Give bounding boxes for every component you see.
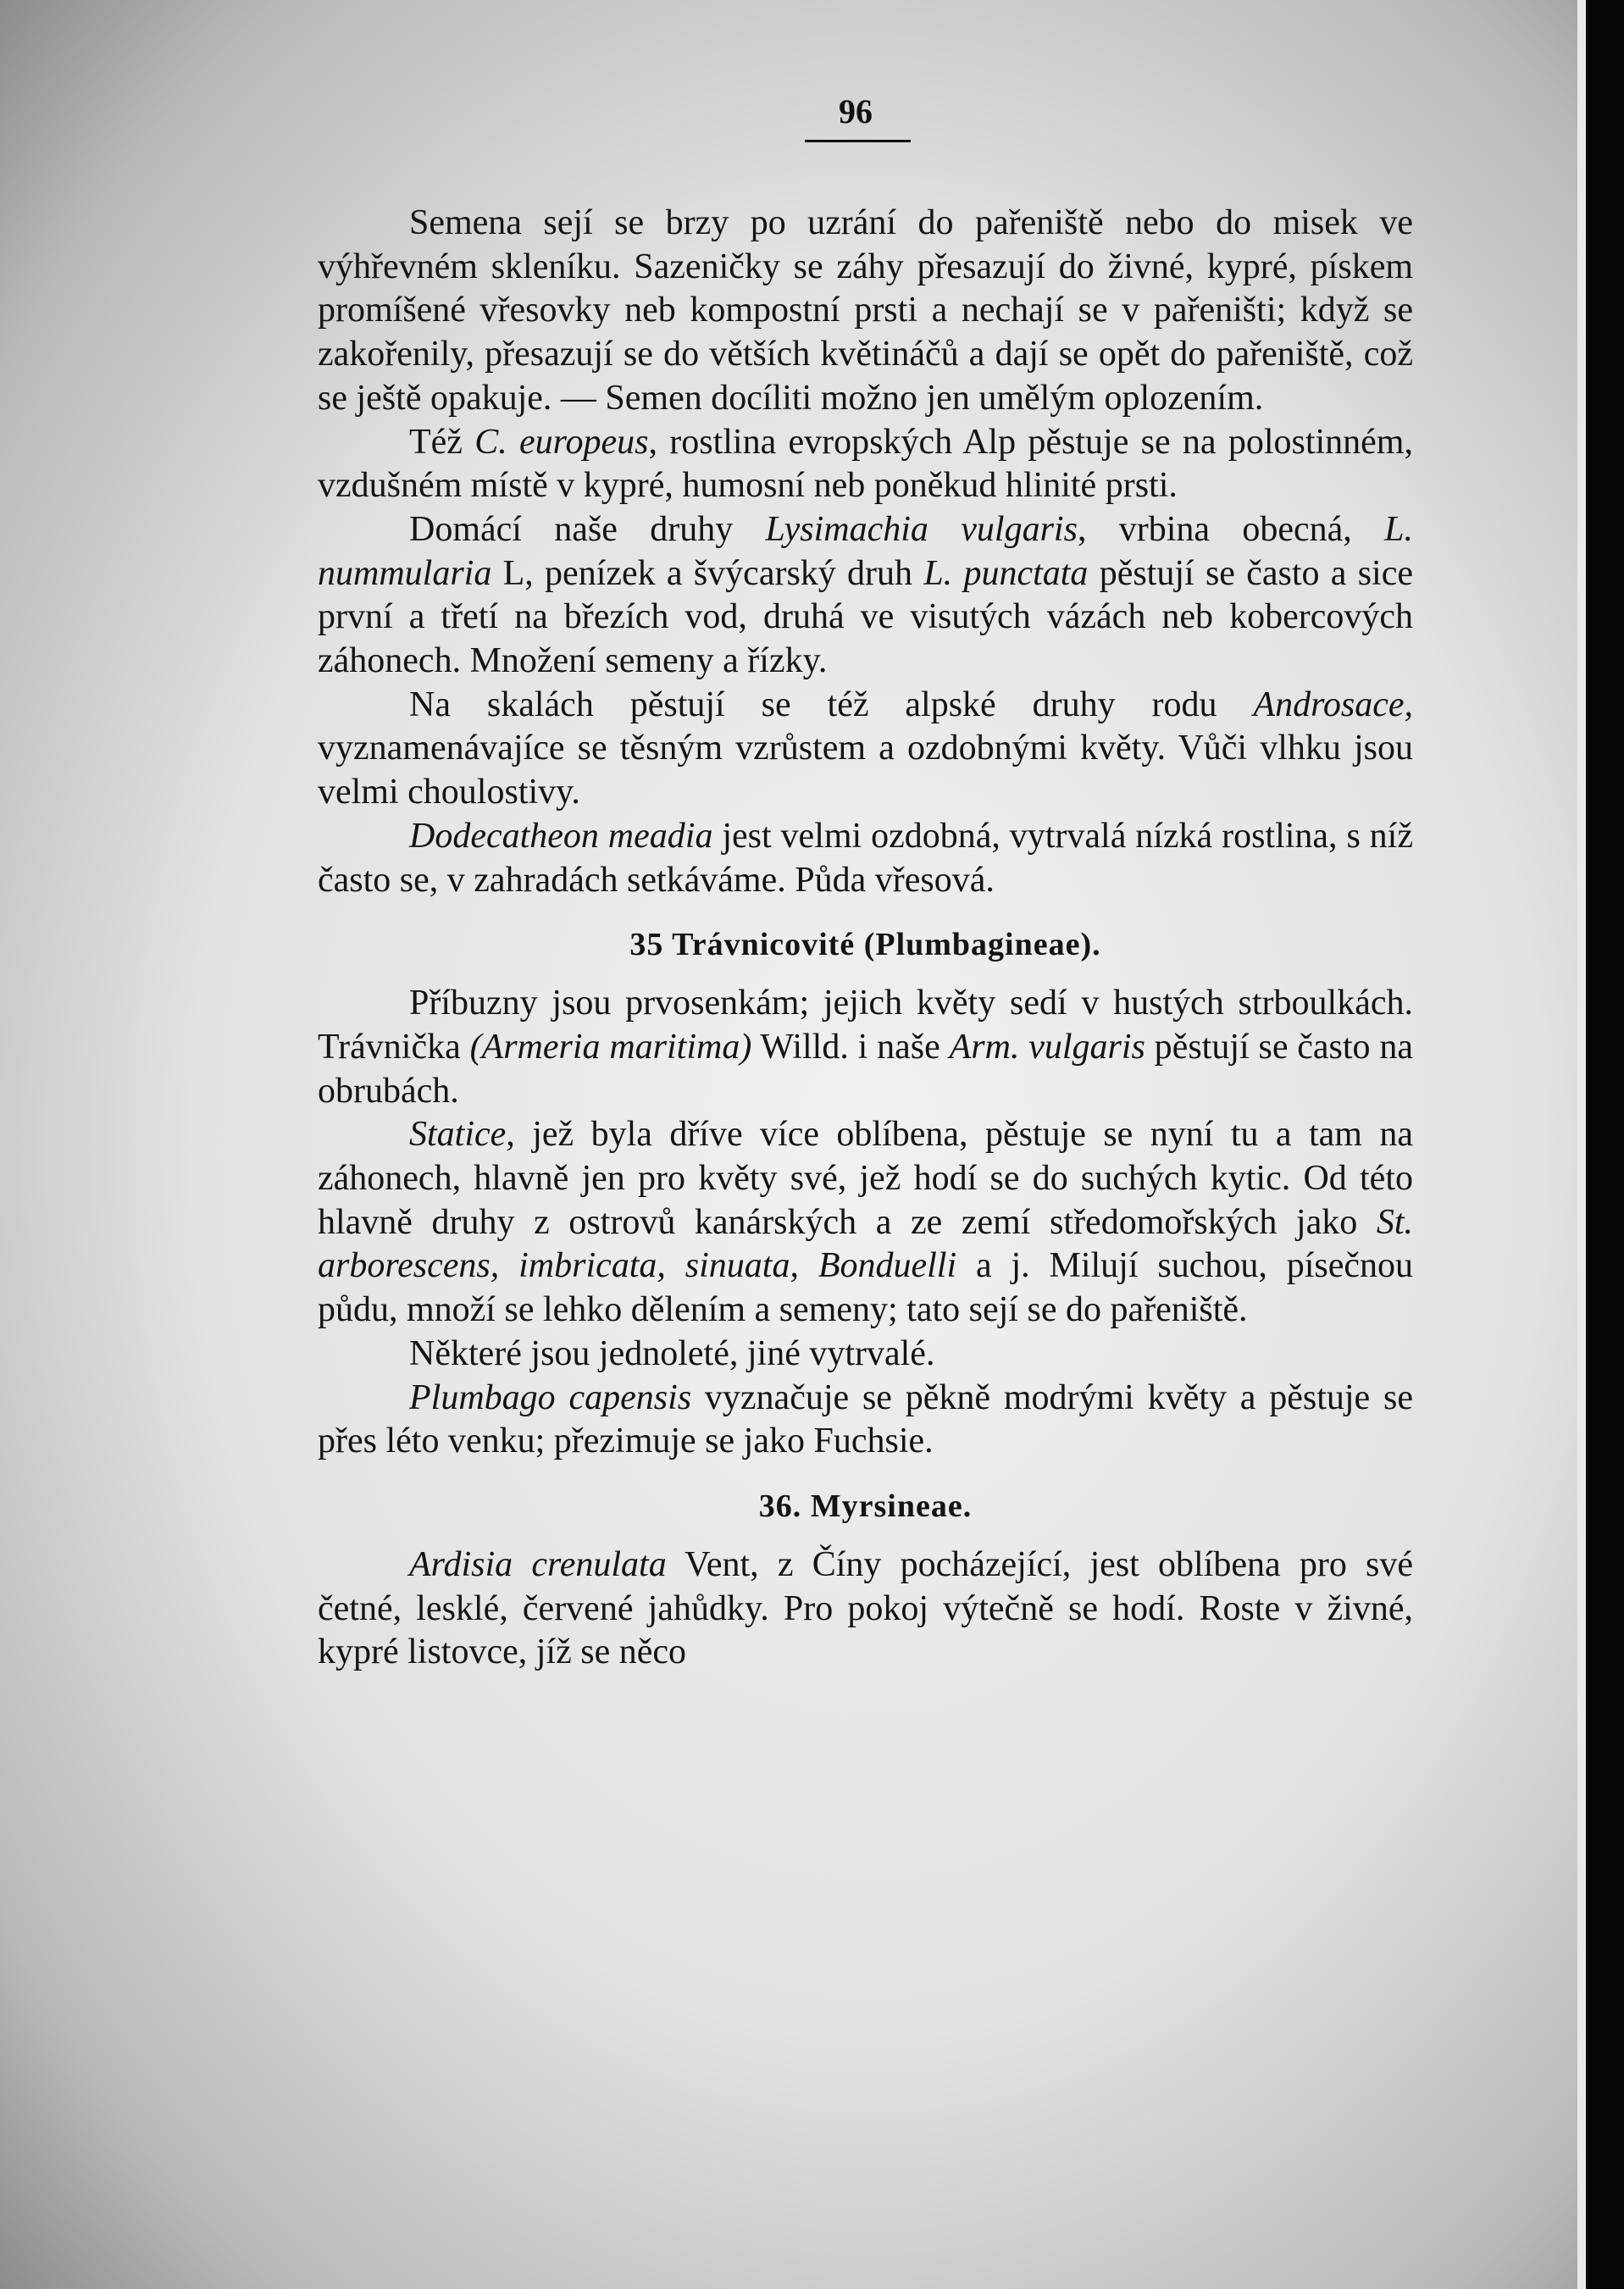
- paragraph: [318, 815, 1413, 902]
- species-name: Arm. vulgaris: [949, 1027, 1145, 1067]
- text-run: Některé jsou jednoleté, jiné vytrvalé.: [409, 1333, 935, 1373]
- text-run: , rostlina evropských Alp pěstuje se na polostinném, vzdušném místě v kypré, humosní neb poněkud hlinité prsti.: [318, 422, 1413, 506]
- page-edge: [1577, 0, 1586, 2289]
- text-run: pěstují se často a sice první a třetí na březích vod, druhá ve visutých vázách neb kobercových záhonech. Množení semeny a řízky.: [318, 553, 1413, 681]
- header-rule: [805, 140, 911, 142]
- text-run: Willd. i naše: [751, 1027, 950, 1067]
- species-name: Bonduelli: [818, 1246, 957, 1286]
- genus-name: Androsace,: [1253, 684, 1413, 724]
- text-run: vyznačuje se pěkně modrými květy a pěstuje se přes léto venku; přezimuje se jako Fuchsie.: [318, 1377, 1413, 1461]
- text-run: pěstují se často na obrubách.: [318, 1027, 1413, 1111]
- paragraph: [318, 982, 1413, 1113]
- species-name: Ardisia crenulata: [409, 1544, 667, 1584]
- text-run: ,: [790, 1246, 818, 1286]
- text-run: Domácí naše druhy: [409, 509, 766, 549]
- text-run: Vent, z Číny pocházející, jest oblíbena pro své četné, lesklé, červené jahůdky. Pro pokoj výtečně se hodí. Roste v živné, kypré listovce, jíž se něco: [318, 1544, 1414, 1672]
- paragraph: [318, 684, 1413, 815]
- text-run: a j. Milují suchou, písečnou půdu, množí se lehko dělením a semeny; tato sejí se do pařeniště.: [318, 1246, 1413, 1330]
- species-name: St. arborescens, imbricata, sinuata: [318, 1202, 1413, 1286]
- text-run: , vrbina obecná,: [1077, 509, 1385, 549]
- text-run: vyznamenávajíce se těsným vzrůstem a ozdobnými květy. Vůči vlhku jsou velmi choulostivy.: [318, 729, 1413, 812]
- text-run: Příbuzny jsou prvosenkám; jejich květy sedí v hustých strboulkách. Trávnička: [318, 984, 1413, 1067]
- page-number: 96: [839, 92, 873, 130]
- species-name: L. nummularia: [318, 509, 1413, 593]
- section-heading-36: 36. Myrsineae.: [758, 1488, 973, 1524]
- species-name: Plumbago capensis: [409, 1377, 692, 1417]
- text-run: jest velmi ozdobná, vytrvalá nízká rostlina, s níž často se, v zahradách setkáváme. Půda vřesová.: [318, 816, 1413, 900]
- species-name: Dodecatheon meadia: [409, 816, 713, 856]
- text-run: , jež byla dříve více oblíbena, pěstuje se nyní tu a tam na záhonech, hlavně jen pro květy své, jež hodí se do suchých kytic. Od této hlavně druhy z ostrovů kanárských a ze zemí středomořských jako: [318, 1115, 1413, 1242]
- scan-border: [1586, 0, 1624, 2289]
- section-heading-35: 35 Trávnicovité (Plumbagineae).: [629, 927, 1101, 963]
- paragraph: [318, 1113, 1413, 1333]
- paragraph: [318, 1333, 1413, 1377]
- paragraph: [318, 508, 1413, 684]
- body-text: [318, 202, 1413, 1675]
- species-name: (Armeria maritima): [469, 1027, 752, 1067]
- species-name: Lysimachia vulgaris: [765, 509, 1078, 549]
- paragraph: [318, 1544, 1413, 1675]
- paragraph: [318, 1377, 1413, 1464]
- genus-name: Statice: [409, 1115, 507, 1155]
- text-run: Též: [409, 422, 475, 462]
- text-run: L, penízek a švýcarský druh: [491, 553, 924, 593]
- text-run: Na skalách pěstují se též alpské druhy rodu: [409, 684, 1254, 724]
- species-name: L. punctata: [923, 553, 1089, 593]
- text-run: Semena sejí se brzy po uzrání do pařeniště nebo do misek ve výhřevném skleníku. Sazeničky se záhy přesazují do živné, kypré, pískem promíšené vřesovky neb kompostní prsti a nechají se v pařeništi; když se zakořenily, přesazují se do větších květináčů a dají se opět do pařeniště, což se ještě opakuje. — Semen docíliti možno jen umělým oplozením.: [318, 203, 1413, 418]
- paragraph: [318, 421, 1413, 508]
- species-name: C. europeus: [474, 422, 649, 462]
- paragraph: [318, 202, 1413, 421]
